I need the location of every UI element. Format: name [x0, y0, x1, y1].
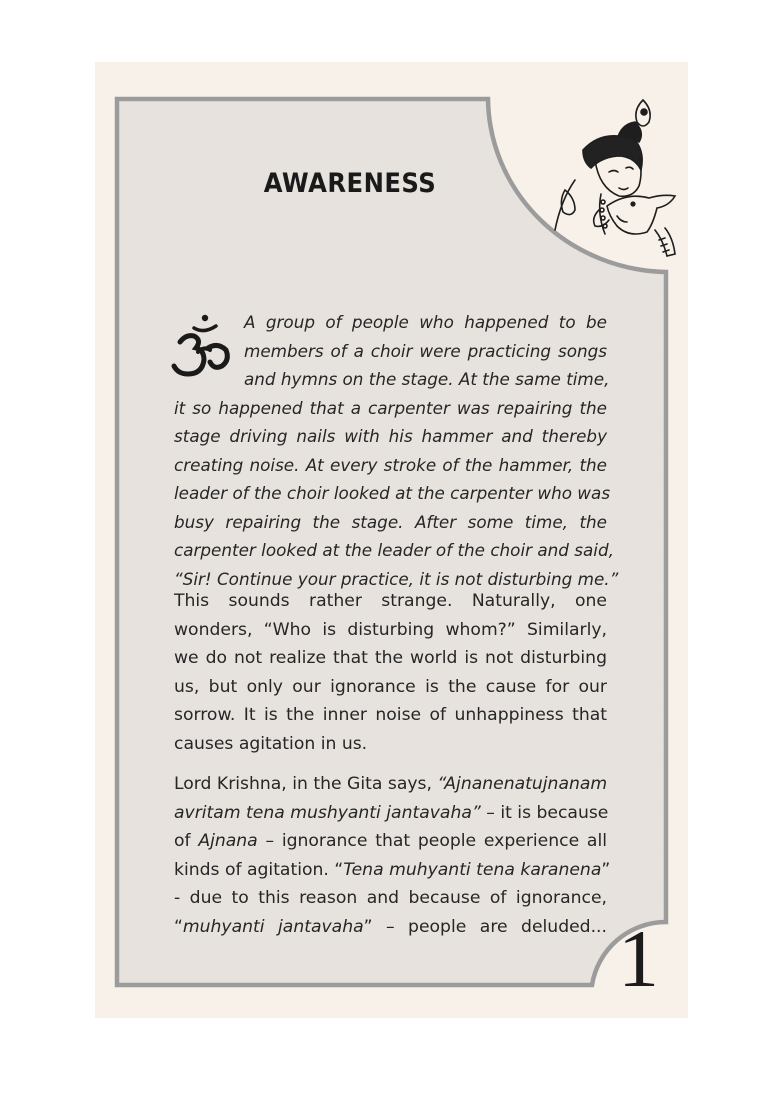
text-line: “Sir! Continue your practice, it is not disturbing me.” — [174, 568, 619, 589]
text-line: sorrow. It is the inner noise of unhappiness that — [174, 705, 607, 725]
text-line: This sounds rather strange. Naturally, one — [174, 591, 607, 611]
italic-span: Tena muhyanti tena karanena — [343, 859, 602, 880]
text-line — [174, 827, 607, 856]
text-line — [174, 913, 607, 942]
text-line: and hymns on the stage. At the same time, — [244, 369, 610, 389]
text-line: busy repairing the stage. After some time, the — [174, 511, 607, 532]
text-span: kinds of agitation. “ — [174, 859, 344, 880]
text-span: “ — [174, 916, 183, 937]
italic-span: muhyanti jantavaha — [182, 916, 364, 937]
text-line: leader of the choir looked at the carpenter who was — [174, 483, 611, 503]
text-line: us, but only our ignorance is the cause for our — [174, 676, 607, 697]
text-line: causes agitation in us. — [174, 733, 368, 754]
text-span: – ignorance that people experience all — [257, 831, 607, 851]
text-line: carpenter looked at the leader of the choir and said, — [174, 540, 614, 560]
paragraph-story — [174, 308, 619, 593]
text-line: wonders, “Who is disturbing whom?” Similarly, — [174, 619, 607, 640]
page-number: 1 — [618, 913, 659, 1004]
text-line — [174, 856, 611, 885]
text-line: it so happened that a carpenter was repairing the — [174, 397, 607, 418]
text-span: ” – people are deluded... — [363, 916, 607, 937]
text-span: – it is because — [480, 802, 609, 823]
italic-span: “Ajnanenatujnanam — [437, 774, 608, 794]
text-line: members of a choir were practicing songs — [244, 340, 607, 361]
text-span: of — [174, 831, 199, 851]
text-span: ” — [601, 859, 611, 880]
text-line: creating noise. At every stroke of the hammer, the — [174, 454, 607, 475]
text-line: A group of people who happened to be — [244, 312, 607, 332]
text-line — [174, 884, 607, 913]
text-span: - due to this reason and because of ignorance, — [174, 888, 607, 908]
text-line — [174, 799, 607, 828]
text-span: Lord Krishna, in the Gita says, — [174, 774, 438, 794]
text-line: we do not realize that the world is not disturbing — [174, 648, 607, 668]
text-line: stage driving nails with his hammer and thereby — [174, 426, 607, 446]
page-title: AWARENESS — [263, 168, 437, 199]
paragraph-gita-quote — [174, 770, 611, 941]
italic-span: avritam tena mushyanti jantavaha” — [174, 802, 481, 823]
italic-span: Ajnana — [198, 831, 258, 851]
paragraph-reflection — [174, 587, 607, 758]
text-line — [174, 770, 607, 799]
krishna-with-calf-illustration — [505, 90, 685, 270]
